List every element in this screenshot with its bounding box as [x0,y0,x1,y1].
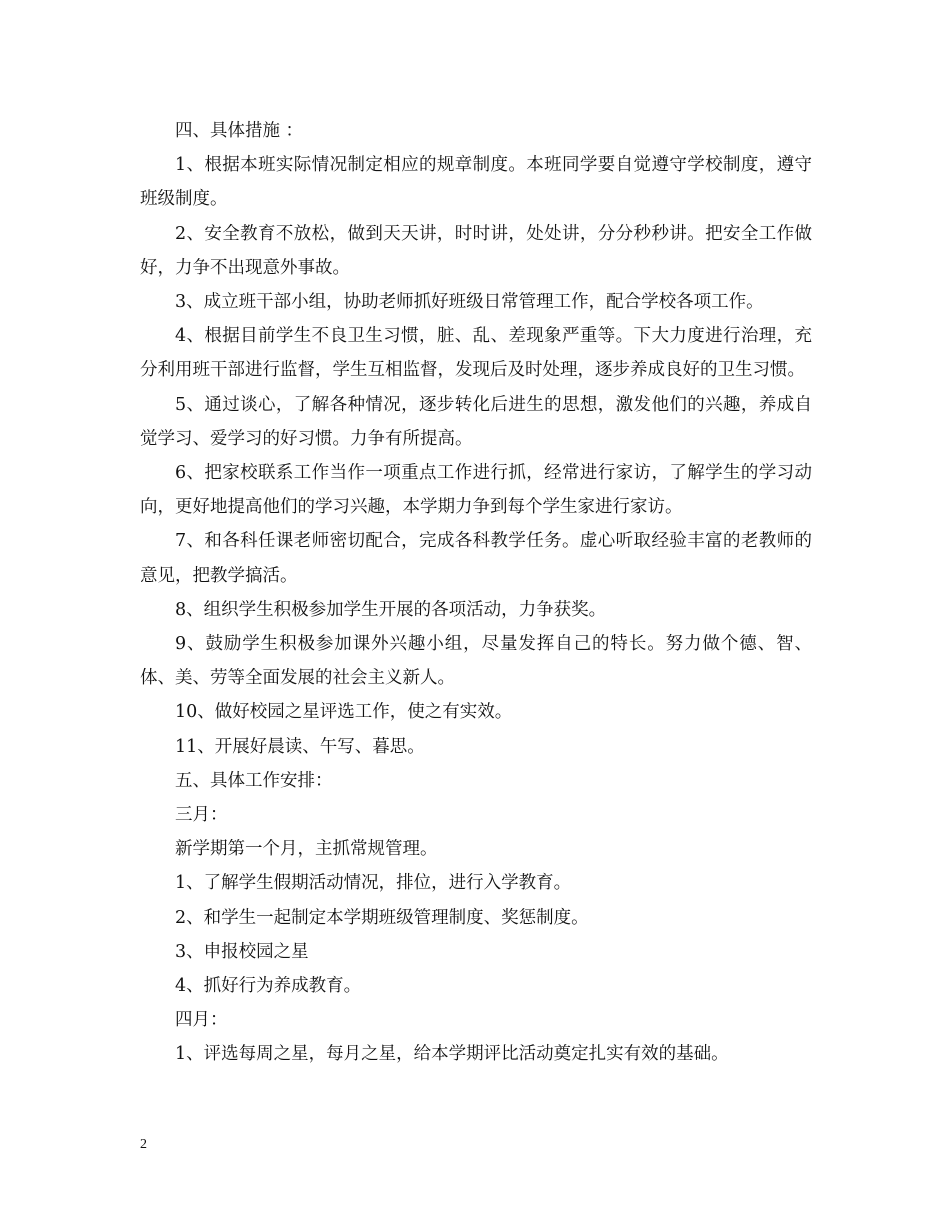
month-heading-march: 三月： [175,805,228,826]
paragraph: 4、根据目前学生不良卫生习惯，脏、乱、差现象严重等。下大力度进行治理，充分利用班干部进行监督，学生互相监督，发现后及时处理，逐步养成良好的卫生习惯。 [140,326,812,381]
document-body [140,114,812,1072]
paragraph: 6、把家校联系工作当作一项重点工作进行抓，经常进行家访，了解学生的学习动向，更好地提高他们的学习兴趣，本学期力争到每个学生家进行家访。 [140,463,812,518]
paragraph: 1、了解学生假期活动情况，排位，进行入学教育。 [175,873,572,894]
section-heading-measures: 四、具体措施 ： [175,121,304,141]
section-heading-schedule: 五、具体工作安排： [175,770,333,791]
paragraph: 1、根据本班实际情况制定相应的规章制度。本班同学要自觉遵守学校制度，遵守班级制度。 [140,155,812,210]
paragraph: 新学期第一个月，主抓常规管理。 [175,839,438,860]
paragraph: 8、组织学生积极参加学生开展的各项活动，力争获奖。 [175,599,607,620]
page-number: 2 [140,1137,147,1152]
paragraph: 5、通过谈心，了解各种情况，逐步转化后进生的思想，激发他们的兴趣，养成自觉学习、爱学习的好习惯。力争有所提高。 [140,394,812,449]
paragraph: 7、和各科任课老师密切配合，完成各科教学任务。虚心听取经验丰富的老教师的意见，把教学搞活。 [140,531,812,586]
paragraph: 2、和学生一起制定本学期班级管理制度、奖惩制度。 [175,907,589,928]
paragraph: 3、成立班干部小组，协助老师抓好班级日常管理工作，配合学校各项工作。 [175,292,764,313]
paragraph: 9、鼓励学生积极参加课外兴趣小组，尽量发挥自己的特长。努力做个德、智、体、美、劳等全面发展的社会主义新人。 [140,634,812,689]
paragraph: 11、开展好晨读、午写、暮思。 [175,736,425,757]
paragraph: 2、安全教育不放松，做到天天讲，时时讲，处处讲，分分秒秒讲。把安全工作做好，力争不出现意外事故。 [140,223,812,278]
paragraph: 10、做好校园之星评选工作，使之有实效。 [175,702,513,723]
paragraph: 4、抓好行为养成教育。 [175,976,362,997]
paragraph: 1、评选每周之星，每月之星，给本学期评比活动奠定扎实有效的基础。 [175,1044,729,1065]
month-heading-april: 四月： [175,1010,228,1031]
paragraph: 3、申报校园之星 [175,941,309,962]
